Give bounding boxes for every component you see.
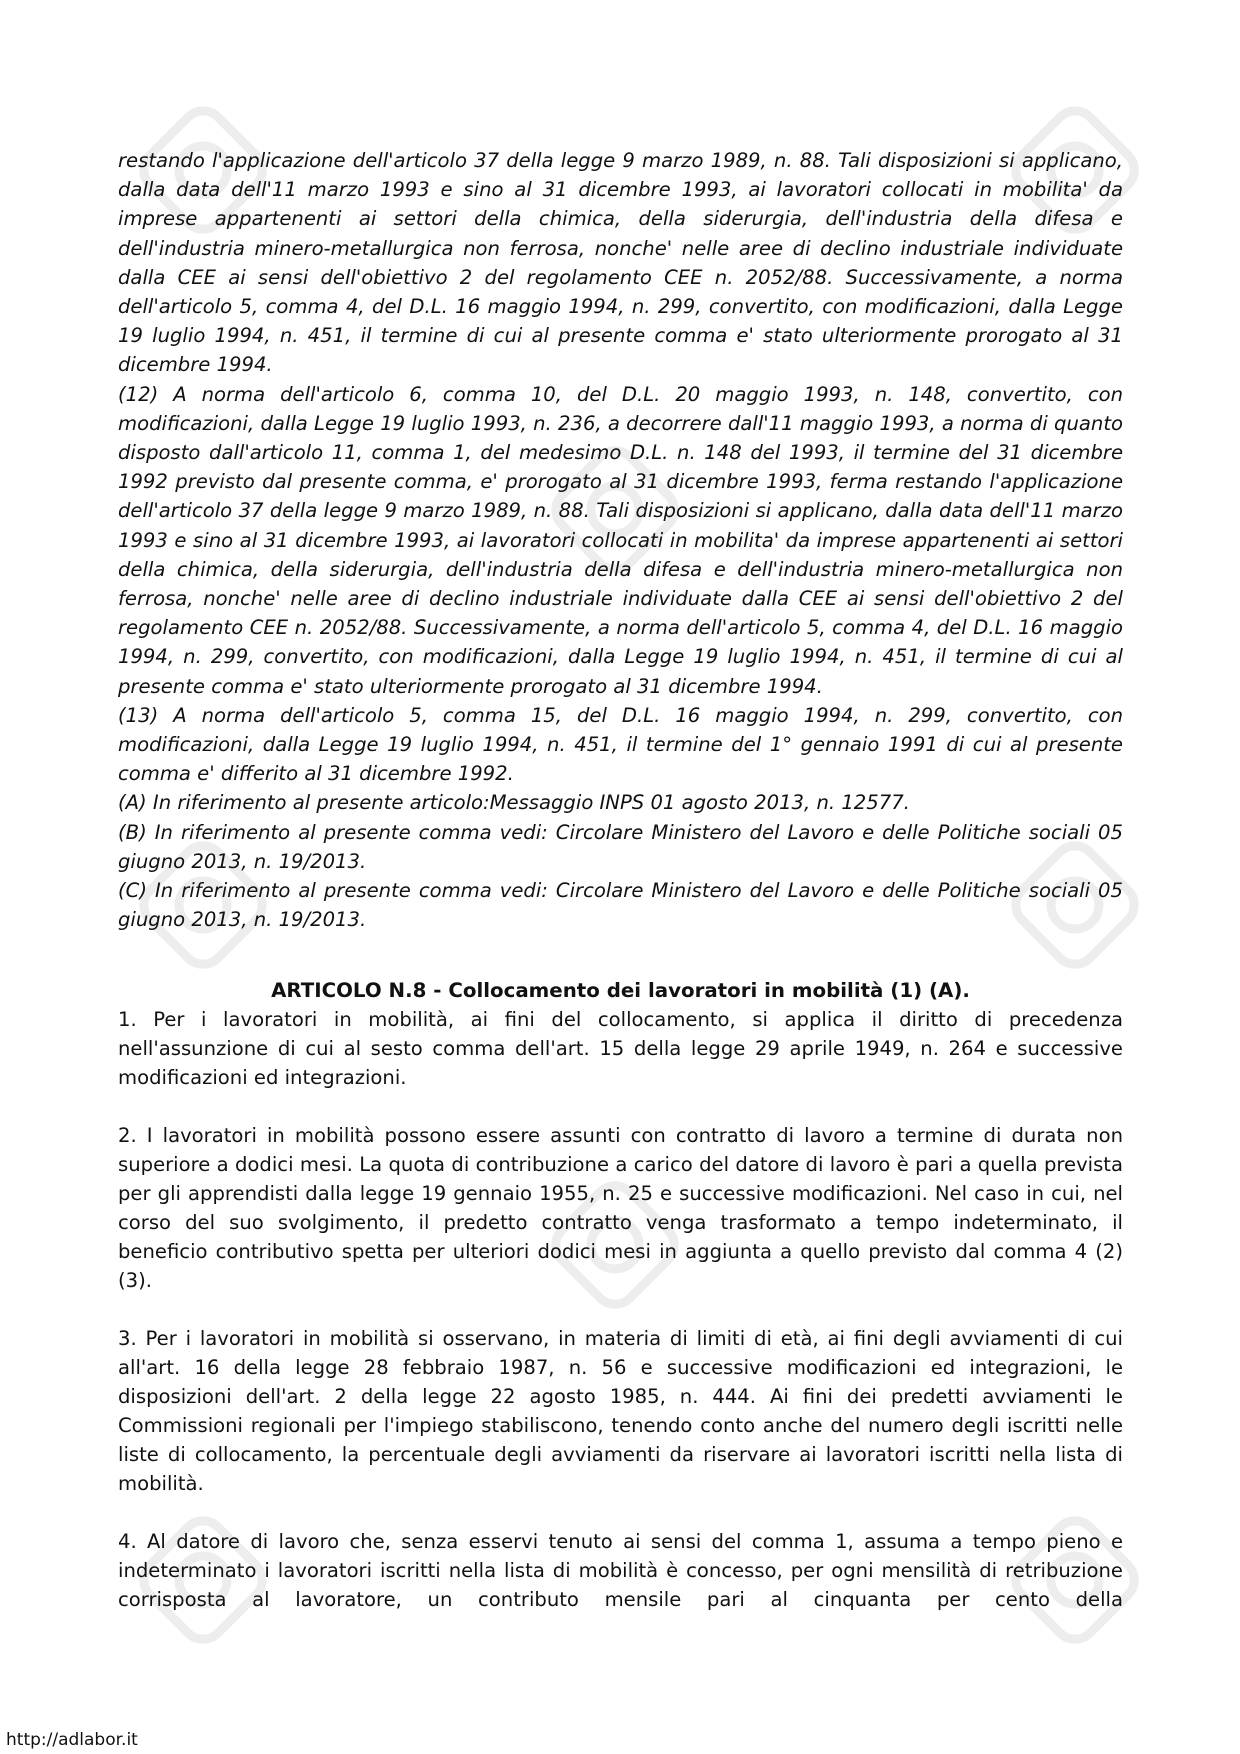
footnote-c: (C) In riferimento al presente comma vedi: Circolare Ministero del Lavoro e delle Politiche sociali 05 giugno 2013, n. 19/2013. <box>118 879 1123 932</box>
paragraph-4: 4. Al datore di lavoro che, senza esservi tenuto ai sensi del comma 1, assuma a tempo pieno e indeterminato i lavoratori iscritti nella lista di mobilità è concesso, per ogni mensilità di retribuzione corrisposta al lavoratore, un contributo mensile pari al cinquanta per cento della <box>118 1530 1123 1612</box>
paragraph-2: 2. I lavoratori in mobilità possono essere assunti con contratto di lavoro a termine di durata non superiore a dodici mesi. La quota di contribuzione a carico del datore di lavoro è pari a quella prevista per gli apprendisti dalla legge 19 gennaio 1955, n. 25 e successive modificazioni. Nel caso in cui, nel corso del suo svolgimento, il predetto contratto venga trasformato a tempo indeterminato, il beneficio contributivo spetta per ulteriori dodici mesi in aggiunta a quello previsto dal comma 4 (2) (3). <box>118 1124 1123 1293</box>
article-body <box>118 1005 1123 1614</box>
document-body <box>118 146 1123 1614</box>
footnote-13: (13) A norma dell'articolo 5, comma 15, del D.L. 16 maggio 1994, n. 299, convertito, con modificazioni, dalla Legge 19 luglio 1994, n. 451, il termine del 1° gennaio 1991 di cui al presente comma e' differito al 31 dicembre 1992. <box>118 703 1123 786</box>
article-heading: ARTICOLO N.8 - Collocamento dei lavoratori in mobilità (1) (A). <box>271 979 970 1003</box>
footnotes-section <box>118 146 1123 934</box>
footer-url: http://adlabor.it <box>6 1730 138 1750</box>
paragraph-1: 1. Per i lavoratori in mobilità, ai fini del collocamento, si applica il diritto di precedenza nell'assunzione di cui al sesto comma dell'art. 15 della legge 29 aprile 1949, n. 264 e successive modificazioni ed integrazioni. <box>118 1008 1123 1090</box>
footnote-b: (B) In riferimento al presente comma vedi: Circolare Ministero del Lavoro e delle Politiche sociali 05 giugno 2013, n. 19/2013. <box>118 820 1123 873</box>
footnote-12: (12) A norma dell'articolo 6, comma 10, del D.L. 20 maggio 1993, n. 148, convertito, con modificazioni, dalla Legge 19 luglio 1993, n. 236, a decorrere dall'11 maggio 1993, a norma di quanto disposto dall'articolo 11, comma 1, del medesimo D.L. n. 148 del 1993, il termine del 31 dicembre 1992 previsto dal presente comma, e' prorogato al 31 dicembre 1993, ferma restando l'applicazione dell'articolo 37 della legge 9 marzo 1989, n. 88. Tali disposizioni si applicano, dalla data dell'11 marzo 1993 e sino al 31 dicembre 1993, ai lavoratori collocati in mobilita' da imprese appartenenti ai settori della chimica, della siderurgia, dell'industria della difesa e dell'industria minero-metallurgica non ferrosa, nonche' nelle aree di declino industriale individuate dalla CEE ai sensi dell'obiettivo 2 del regolamento CEE n. 2052/88. Successivamente, a norma dell'articolo 5, comma 4, del D.L. 16 maggio 1994, n. 299, convertito, con modificazioni, dalla Legge 19 luglio 1994, n. 451, il termine di cui al presente comma e' stato ulteriormente prorogato al 31 dicembre 1994. <box>118 382 1123 698</box>
paragraph-3: 3. Per i lavoratori in mobilità si osservano, in materia di limiti di età, ai fini degli avviamenti di cui all'art. 16 della legge 28 febbraio 1987, n. 56 e successive modificazioni ed integrazioni, le disposizioni dell'art. 2 della legge 22 agosto 1985, n. 444. Ai fini dei predetti avviamenti le Commissioni regionali per l'impiego stabiliscono, tenendo conto anche del numero degli iscritti nelle liste di collocamento, la percentuale degli avviamenti da riservare ai lavoratori iscritti nella lista di mobilità. <box>118 1327 1123 1496</box>
footnote-a: (A) In riferimento al presente articolo:Messaggio INPS 01 agosto 2013, n. 12577. <box>118 791 910 815</box>
footnote-continuation: restando l'applicazione dell'articolo 37 della legge 9 marzo 1989, n. 88. Tali disposizioni si applicano, dalla data dell'11 marzo 1993 e sino al 31 dicembre 1993, ai lavoratori collocati in mobilita' da imprese appartenenti ai settori della chimica, della siderurgia, dell'industria della difesa e dell'industria minero-metallurgica non ferrosa, nonche' nelle aree di declino industriale individuate dalla CEE ai sensi dell'obiettivo 2 del regolamento CEE n. 2052/88. Successivamente, a norma dell'articolo 5, comma 4, del D.L. 16 maggio 1994, n. 299, convertito, con modificazioni, dalla Legge 19 luglio 1994, n. 451, il termine di cui al presente comma e' stato ulteriormente prorogato al 31 dicembre 1994. <box>118 149 1123 377</box>
